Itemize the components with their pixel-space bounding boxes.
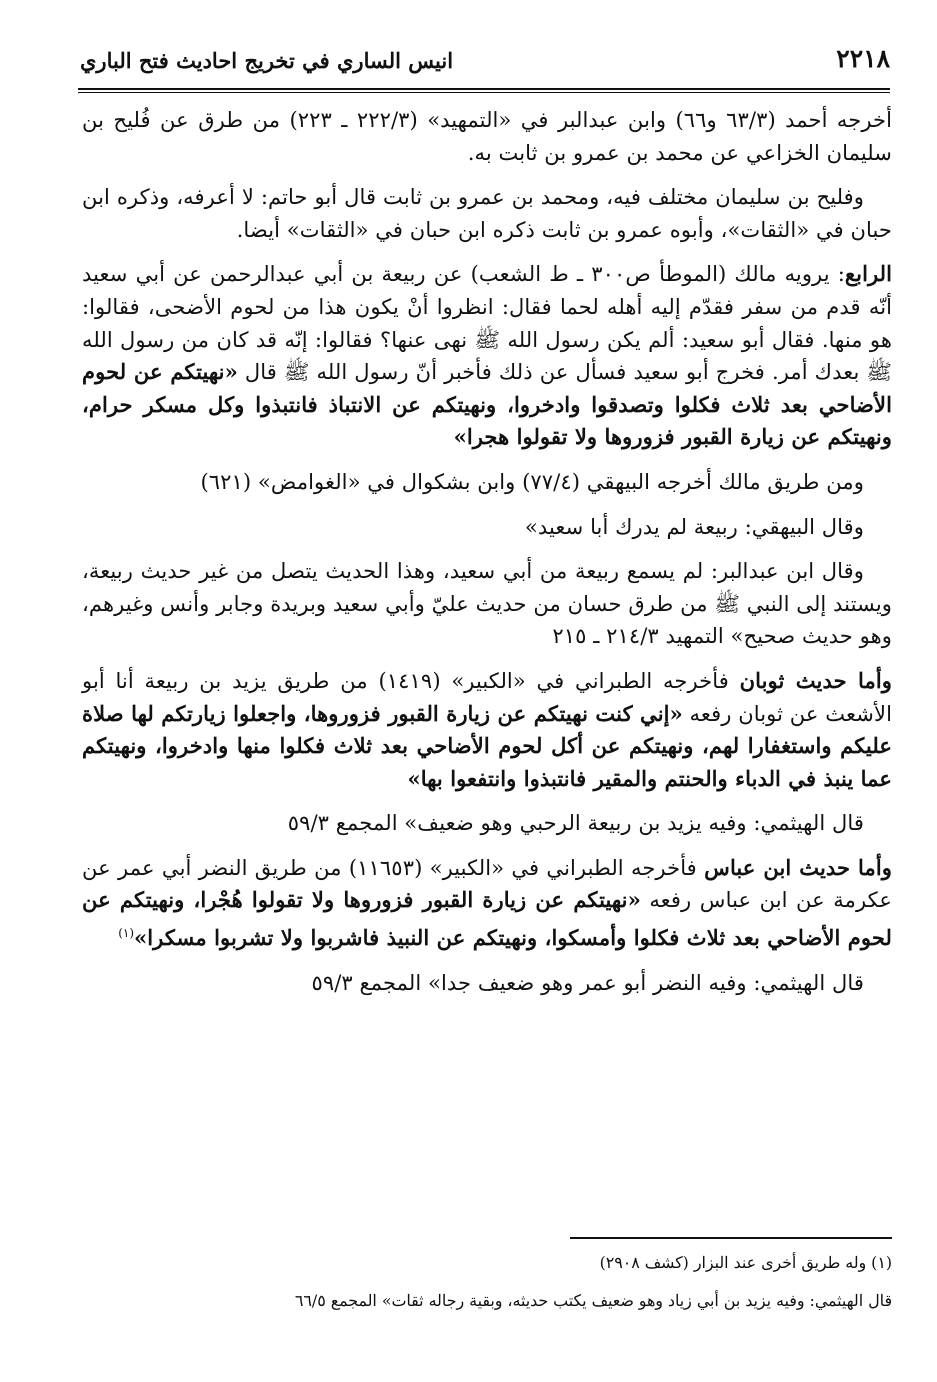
running-header — [78, 44, 890, 86]
paragraph — [82, 258, 892, 454]
header-rule-thin — [78, 92, 890, 93]
book-title: انيس الساري في تخريج احاديث فتح الباري — [80, 48, 454, 73]
page-number: ٢٢١٨ — [836, 44, 890, 73]
footnote-1: (١) وله طريق أخرى عند البزار (كشف ٢٩٠٨) — [599, 1253, 892, 1272]
paragraph — [82, 807, 892, 840]
paragraph — [82, 104, 892, 169]
bold-text: الرابع — [844, 261, 892, 287]
bold-text: وأما حديث ثوبان — [739, 667, 892, 693]
text-run: فأخرجه الطبراني في «الكبير» (١١٦٥٣) من طريق النضر أبي عمر عن عكرمة عن ابن عباس رفعه — [82, 854, 892, 913]
text-run: وقال البيهقي: ربيعة لم يدرك أبا سعيد» — [524, 513, 864, 539]
paragraph — [82, 852, 892, 955]
main-text — [82, 104, 892, 1011]
paragraph — [82, 967, 892, 1000]
bold-text: «إني كنت نهيتكم عن زيارة القبور فزوروها، واجعلوا زيارتكم لها صلاة عليكم واستغفارا لهم، ونهيتكم عن أكل لحوم الأضاحي بعد ثلاث فكلوا منها وادخروا، ونهيتكم عما ينبذ في الدباء والحنتم والمقير فانتبذوا وانتفعوا بها» — [82, 700, 892, 791]
text-run: قال الهيثمي: وفيه النضر أبو عمر وهو ضعيف جدا» المجمع ٣/‏٥٩ — [311, 969, 864, 995]
paragraph — [82, 181, 892, 246]
text-run: فأخرجه الطبراني في «الكبير» (١٤١٩) من طريق يزيد بن ربيعة أنا أبو الأشعث عن ثوبان رفعه — [82, 667, 893, 726]
footnote-rule — [570, 1237, 892, 1239]
paragraph — [82, 665, 892, 795]
text-run: وفليح بن سليمان مختلف فيه، ومحمد بن عمرو بن ثابت قال أبو حاتم: لا أعرفه، وذكره ابن حبان في «الثقات»، وأبوه عمرو بن ثابت ذكره ابن حبان في «الثقات» أيضا. — [82, 184, 892, 242]
paragraph — [82, 511, 892, 544]
footnote-2: قال الهيثمي: وفيه يزيد بن أبي زياد وهو ضعيف يكتب حديثه، وبقية رجاله ثقات» المجمع ٥/‏٦٦ — [294, 1291, 892, 1310]
text-run: وقال ابن عبدالبر: لم يسمع ربيعة من أبي سعيد، وهذا الحديث يتصل من غير حديث ربيعة، ويستند إلى النبي ﷺ من طرق حسان من حديث عليّ وأبي سعيد وبريدة وجابر وأنس وغيرهم، وهو حديث صحيح» التمهيد ٣/‏٢١٤ ـ ٢١٥ — [82, 558, 892, 649]
paragraph — [82, 466, 892, 499]
footnote-marker: (١) — [118, 926, 135, 941]
bold-text: «نهيتكم عن زيارة القبور فزوروها ولا تقولوا هُجْرا، ونهيتكم عن لحوم الأضاحي بعد ثلاث فكلوا وأمسكوا، ونهيتكم عن النبيذ فاشربوا ولا تشربوا مسكرا» — [82, 887, 892, 951]
text-run: : يرويه مالك (الموطأ ص٣٠٠ ـ ط الشعب) عن ربيعة بن أبي عبدالرحمن عن أبي سعيد أنّه قدم من سفر فقدّم إليه أهله لحما فقال: انظروا أنْ يكون هذا من لحوم الأضحى، فقالوا: هو منها. فقال أبو سعيد: ألم يكن رسول الله ﷺ نهى عنها؟ فقالوا: إنّه قد كان من رسول الله ﷺ بعدك أمر. فخرج أبو سعيد فسأل عن ذلك فأخبر أنّ رسول الله ﷺ قال — [82, 261, 892, 385]
text-run: أخرجه أحمد (٣/‏٦٣ و٦٦) وابن عبدالبر في «التمهيد» (٣/‏٢٢٢ ـ ٢٢٣) من طرق عن فُليح بن سليمان الخزاعي عن محمد بن عمرو بن ثابت به. — [82, 107, 892, 165]
paragraph — [82, 555, 892, 653]
text-run: قال الهيثمي: وفيه يزيد بن ربيعة الرحبي وهو ضعيف» المجمع ٣/‏٥٩ — [287, 810, 864, 836]
bold-text: «نهيتكم عن لحوم الأضاحي بعد ثلاث فكلوا وتصدقوا وادخروا، ونهيتكم عن الانتباذ فانتبذوا وكل مسكر حرام، ونهيتكم عن زيارة القبور فزوروها ولا تقولوا هجرا» — [82, 359, 892, 450]
text-run: ومن طريق مالك أخرجه البيهقي (٤/‏٧٧) وابن بشكوال في «الغوامض» (٦٢١) — [200, 468, 864, 494]
header-rule — [78, 88, 890, 90]
bold-text: وأما حديث ابن عباس — [704, 854, 892, 880]
